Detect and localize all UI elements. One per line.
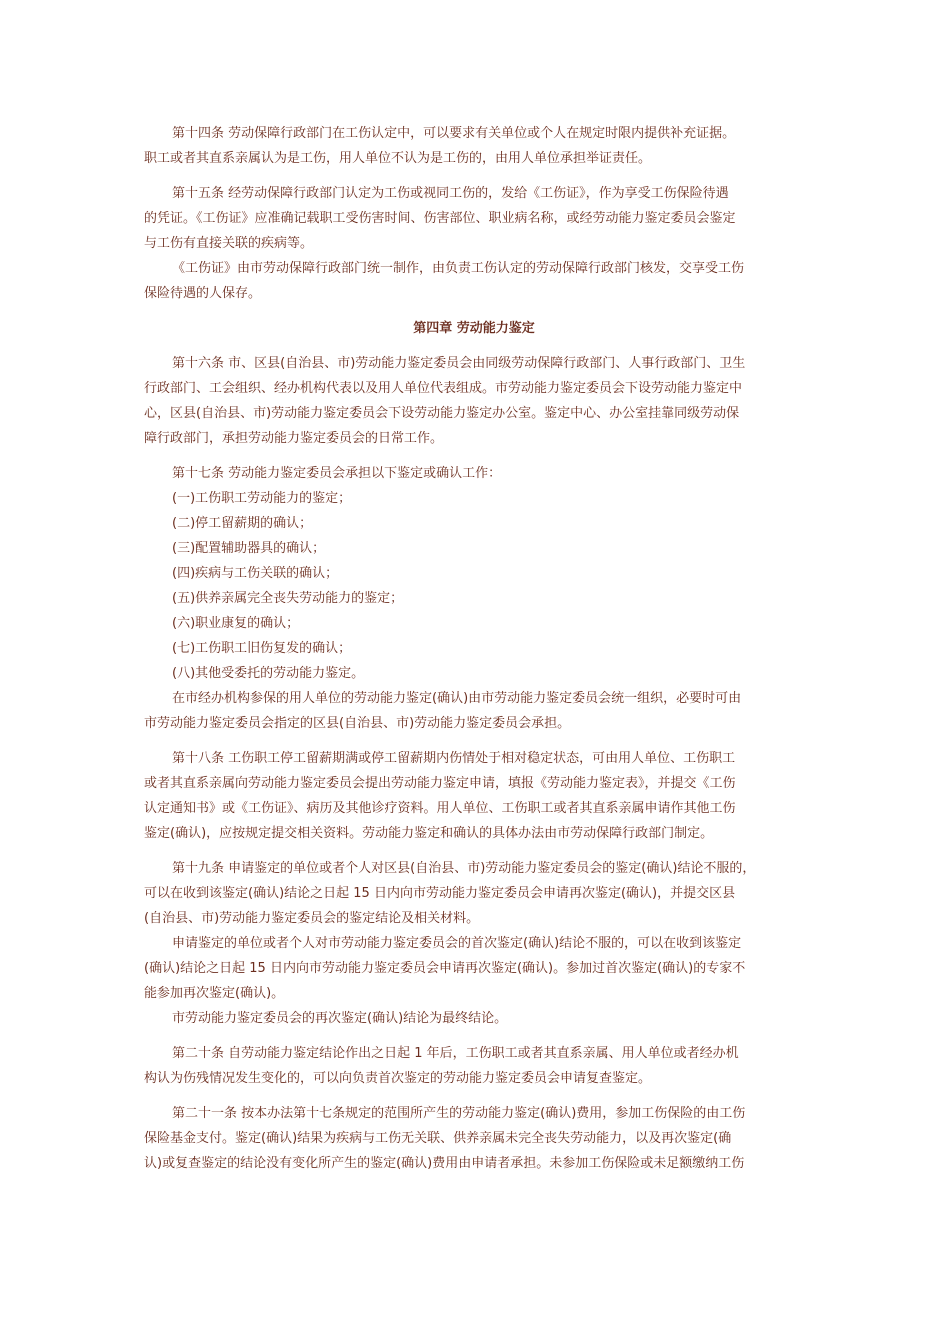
paragraph-line: 第十九条 申请鉴定的单位或者个人对区县(自治县、市)劳动能力鉴定委员会的鉴定(确认)结论不服的， <box>172 861 756 876</box>
paragraph-line: 第十六条 市、区县(自治县、市)劳动能力鉴定委员会由同级劳动保障行政部门、人事行政部门、卫生 <box>172 356 746 371</box>
paragraph-line: 可以在收到该鉴定(确认)结论之日起 15 日内向市劳动能力鉴定委员会申请再次鉴定(确认)，并提交区县 <box>144 886 736 901</box>
paragraph-line: 第十四条 劳动保障行政部门在工伤认定中，可以要求有关单位或个人在规定时限内提供补充证据。 <box>172 126 736 141</box>
list-item: (七)工伤职工旧伤复发的确认； <box>172 641 352 656</box>
paragraph-line: 构认为伤残情况发生变化的，可以向负责首次鉴定的劳动能力鉴定委员会申请复查鉴定。 <box>144 1071 652 1086</box>
paragraph-line: 能参加再次鉴定(确认)。 <box>144 986 285 1001</box>
paragraph-line: 鉴定(确认)，应按规定提交相关资料。劳动能力鉴定和确认的具体办法由市劳动保障行政部门制定。 <box>144 826 714 841</box>
paragraph-line: 认定通知书》或《工伤证》、病历及其他诊疗资料。用人单位、工伤职工或者其直系亲属申请作其他工伤 <box>144 801 736 816</box>
paragraph-line: 障行政部门，承担劳动能力鉴定委员会的日常工作。 <box>144 431 444 446</box>
list-item: (四)疾病与工伤关联的确认； <box>172 566 339 581</box>
article-17 <box>144 461 810 736</box>
article-16 <box>144 351 810 451</box>
paragraph-line: 第十七条 劳动能力鉴定委员会承担以下鉴定或确认工作： <box>172 466 502 481</box>
list-item: (三)配置辅助器具的确认； <box>172 541 326 556</box>
list-item: (八)其他受委托的劳动能力鉴定。 <box>172 666 365 681</box>
paragraph-line: (确认)结论之日起 15 日内向市劳动能力鉴定委员会申请再次鉴定(确认)。参加过首次鉴定(确认)的专家不 <box>144 961 746 976</box>
paragraph-line: 与工伤有直接关联的疾病等。 <box>144 236 314 251</box>
paragraph-line: 第二十条 自劳动能力鉴定结论作出之日起 1 年后，工伤职工或者其直系亲属、用人单位或者经办机 <box>172 1046 739 1061</box>
paragraph-line: 市劳动能力鉴定委员会指定的区县(自治县、市)劳动能力鉴定委员会承担。 <box>144 716 571 731</box>
paragraph-line: (自治县、市)劳动能力鉴定委员会的鉴定结论及相关材料。 <box>144 911 480 926</box>
article-14 <box>144 121 810 171</box>
list-item: (二)停工留薪期的确认； <box>172 516 313 531</box>
paragraph-line: 市劳动能力鉴定委员会的再次鉴定(确认)结论为最终结论。 <box>172 1011 508 1026</box>
list-item: (一)工伤职工劳动能力的鉴定； <box>172 491 352 506</box>
list-item: (五)供养亲属完全丧失劳动能力的鉴定； <box>172 591 404 606</box>
paragraph-line: 或者其直系亲属向劳动能力鉴定委员会提出劳动能力鉴定申请，填报《劳动能力鉴定表》，并提交《工伤 <box>144 776 736 791</box>
chapter-title: 第四章 劳动能力鉴定 <box>413 321 535 336</box>
paragraph-line: 职工或者其直系亲属认为是工伤，用人单位不认为是工伤的，由用人单位承担举证责任。 <box>144 151 652 166</box>
list-item: (六)职业康复的确认； <box>172 616 300 631</box>
paragraph-line: 第十五条 经劳动保障行政部门认定为工伤或视同工伤的，发给《工伤证》，作为享受工伤保险待遇 <box>172 186 729 201</box>
paragraph-line: 申请鉴定的单位或者个人对市劳动能力鉴定委员会的首次鉴定(确认)结论不服的，可以在收到该鉴定 <box>172 936 742 951</box>
paragraph-line: 保险基金支付。鉴定(确认)结果为疾病与工伤无关联、供养亲属未完全丧失劳动能力，以及再次鉴定(确 <box>144 1131 732 1146</box>
paragraph-line: 保险待遇的人保存。 <box>144 286 262 301</box>
paragraph-line: 的凭证。《工伤证》应准确记载职工受伤害时间、伤害部位、职业病名称，或经劳动能力鉴定委员会鉴定 <box>144 211 736 226</box>
paragraph-line: 在市经办机构参保的用人单位的劳动能力鉴定(确认)由市劳动能力鉴定委员会统一组织，必要时可由 <box>172 691 742 706</box>
paragraph-line: 《工伤证》由市劳动保障行政部门统一制作，由负责工伤认定的劳动保障行政部门核发，交享受工伤 <box>172 261 745 276</box>
article-21 <box>144 1101 810 1176</box>
article-18 <box>144 746 810 846</box>
article-15 <box>144 181 810 306</box>
paragraph-line: 心，区县(自治县、市)劳动能力鉴定委员会下设劳动能力鉴定办公室。鉴定中心、办公室挂靠同级劳动保 <box>144 406 740 421</box>
paragraph-line: 认)或复查鉴定的结论没有变化所产生的鉴定(确认)费用由申请者承担。未参加工伤保险或未足额缴纳工伤 <box>144 1156 745 1171</box>
paragraph-line: 第十八条 工伤职工停工留薪期满或停工留薪期内伤情处于相对稳定状态，可由用人单位、工伤职工 <box>172 751 736 766</box>
article-20 <box>144 1041 810 1091</box>
paragraph-line: 第二十一条 按本办法第十七条规定的范围所产生的劳动能力鉴定(确认)费用，参加工伤保险的由工伤 <box>172 1106 746 1121</box>
article-19 <box>144 856 810 1031</box>
paragraph-line: 行政部门、工会组织、经办机构代表以及用人单位代表组成。市劳动能力鉴定委员会下设劳动能力鉴定中 <box>144 381 743 396</box>
